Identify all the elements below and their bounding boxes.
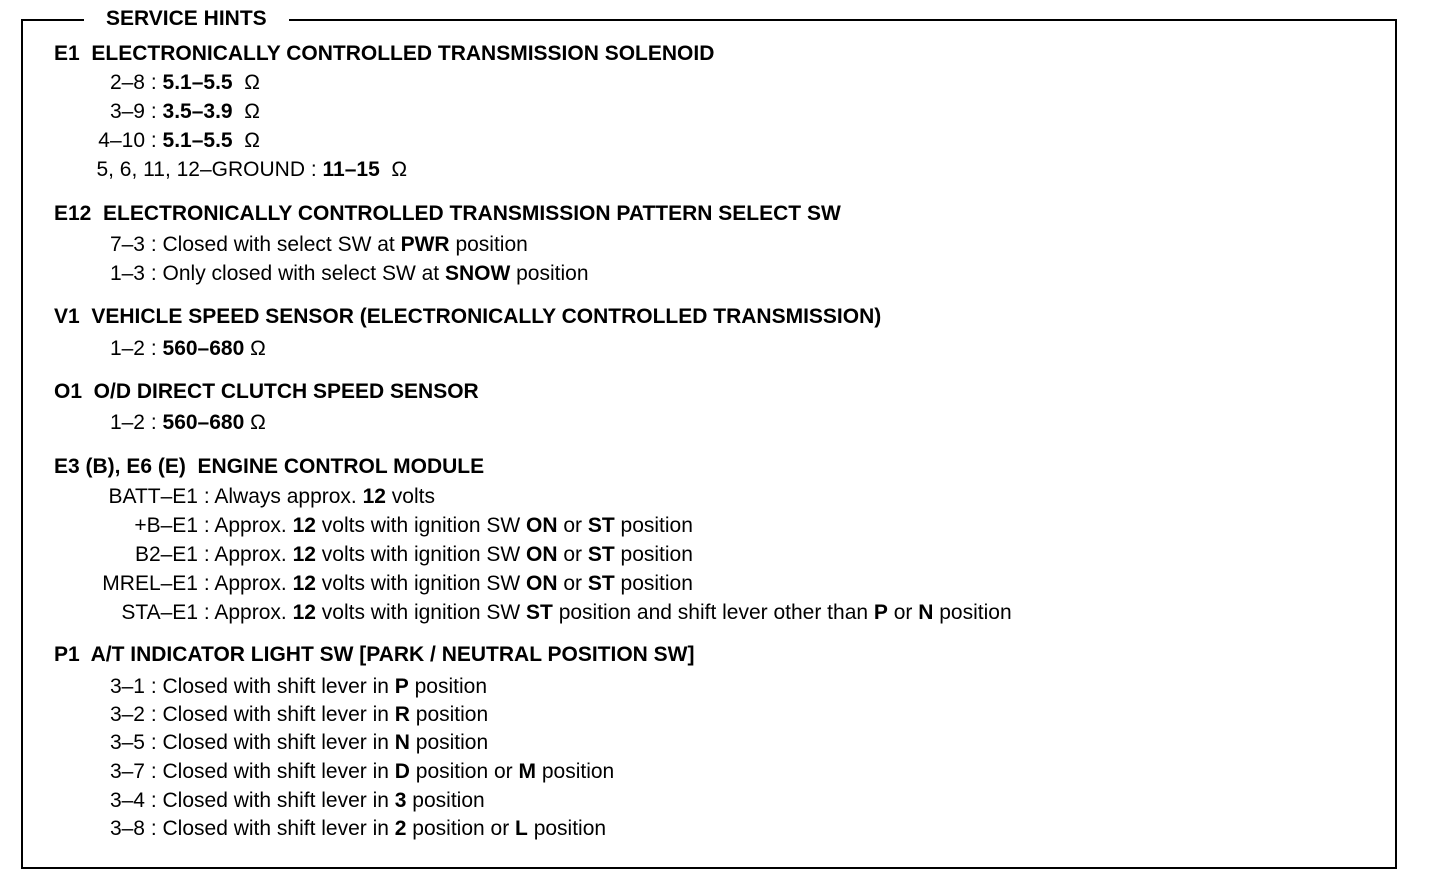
spec-line [0, 703, 488, 727]
spec-value-bold: ST [587, 514, 615, 537]
section-heading: E3 (B), E6 (E) ENGINE CONTROL MODULE [54, 455, 485, 478]
separator: : [145, 703, 163, 726]
page-title: SERVICE HINTS [84, 7, 289, 31]
spec-text: Approx. [214, 543, 293, 566]
pin-label: B2–E1 [134, 543, 198, 566]
spec-line [0, 675, 487, 699]
spec-line [0, 543, 693, 567]
spec-value-bold: 11–15 [322, 158, 380, 181]
spec-text: position [409, 731, 489, 754]
spec-text: Closed with shift lever in [162, 731, 395, 754]
spec-text: position [449, 233, 528, 256]
spec-line [0, 158, 407, 182]
spec-value-bold: 5.1–5.5 [162, 129, 233, 152]
spec-line [0, 233, 528, 257]
spec-text: position [614, 543, 693, 566]
spec-value-bold: 560–680 [162, 337, 245, 360]
spec-text: Ω [232, 100, 260, 123]
spec-text: Closed with shift lever in [162, 789, 395, 812]
spec-text: or [557, 543, 588, 566]
spec-text: Ω [232, 71, 260, 94]
spec-text: or [557, 514, 588, 537]
separator: : [145, 100, 163, 123]
spec-text: position [614, 514, 693, 537]
separator: : [145, 675, 163, 698]
spec-text: Closed with select SW at [162, 233, 401, 256]
pin-label: 2–8 [109, 71, 145, 94]
spec-text: Ω [379, 158, 408, 181]
separator: : [145, 233, 163, 256]
spec-value-bold: 2 [394, 817, 407, 840]
spec-text: volts [385, 485, 435, 508]
pin-label: 4–10 [98, 129, 145, 152]
spec-value-bold: 5.1–5.5 [162, 71, 233, 94]
spec-value-bold: ST [587, 543, 615, 566]
spec-value-bold: ON [526, 514, 558, 537]
spec-text: position or [409, 760, 519, 783]
pin-label: 3–7 [109, 760, 145, 783]
spec-line [0, 71, 260, 95]
spec-text: or [557, 572, 588, 595]
section-heading: V1 VEHICLE SPEED SENSOR (ELECTRONICALLY CONTROLLED TRANSMISSION) [54, 305, 882, 328]
spec-text: Closed with shift lever in [162, 675, 395, 698]
spec-text: Approx. [214, 601, 293, 624]
spec-text: position [406, 789, 485, 812]
spec-value-bold: ST [526, 601, 553, 624]
spec-value-bold: 12 [292, 543, 316, 566]
section-heading: O1 O/D DIRECT CLUTCH SPEED SENSOR [54, 380, 479, 403]
spec-value-bold: P [873, 601, 888, 624]
pin-label: 1–2 [109, 411, 145, 434]
spec-value-bold: 12 [292, 601, 316, 624]
spec-value-bold: 12 [362, 485, 386, 508]
spec-value-bold: SNOW [444, 262, 511, 285]
separator: : [198, 601, 215, 624]
separator: : [145, 760, 163, 783]
spec-text: volts with ignition SW [315, 572, 527, 595]
spec-value-bold: R [394, 703, 410, 726]
spec-value-bold: M [518, 760, 537, 783]
spec-line [0, 129, 260, 153]
spec-line [0, 514, 693, 538]
spec-text: position and shift lever other than [552, 601, 874, 624]
spec-line [0, 817, 606, 841]
pin-label: BATT–E1 [108, 485, 198, 508]
spec-text: position or [406, 817, 516, 840]
pin-label: +B–E1 [134, 514, 198, 537]
separator: : [145, 411, 163, 434]
pin-label: 5, 6, 11, 12–GROUND [96, 158, 305, 181]
spec-line [0, 572, 693, 596]
pin-label: 3–8 [109, 817, 145, 840]
pin-label: STA–E1 [121, 601, 198, 624]
pin-label: 3–9 [109, 100, 145, 123]
spec-line [0, 411, 266, 435]
spec-value-bold: PWR [400, 233, 450, 256]
spec-text: Ω [244, 337, 266, 360]
section-heading: E1 ELECTRONICALLY CONTROLLED TRANSMISSION SOLENOID [54, 42, 715, 65]
spec-value-bold: ON [526, 543, 558, 566]
spec-text: Only closed with select SW at [162, 262, 445, 285]
separator: : [198, 514, 215, 537]
spec-text: volts with ignition SW [315, 543, 527, 566]
spec-line [0, 337, 266, 361]
spec-line [0, 485, 435, 509]
spec-text: Closed with shift lever in [162, 703, 395, 726]
spec-line [0, 731, 488, 755]
spec-text: volts with ignition SW [315, 514, 527, 537]
spec-text: volts with ignition SW [315, 601, 527, 624]
spec-line [0, 262, 589, 286]
spec-value-bold: 3.5–3.9 [162, 100, 233, 123]
section-heading: E12 ELECTRONICALLY CONTROLLED TRANSMISSION PATTERN SELECT SW [54, 202, 841, 225]
spec-value-bold: P [394, 675, 409, 698]
separator: : [145, 337, 163, 360]
spec-value-bold: 12 [292, 514, 316, 537]
section-heading: P1 A/T INDICATOR LIGHT SW [PARK / NEUTRAL POSITION SW] [54, 643, 695, 666]
spec-value-bold: 12 [292, 572, 316, 595]
spec-text: Approx. [214, 572, 293, 595]
spec-text: Ω [232, 129, 260, 152]
spec-text: Closed with shift lever in [162, 817, 395, 840]
spec-text: position [527, 817, 607, 840]
pin-label: 3–1 [109, 675, 145, 698]
spec-text: Always approx. [214, 485, 363, 508]
pin-label: 3–4 [109, 789, 145, 812]
spec-line [0, 100, 260, 124]
spec-text: position [510, 262, 589, 285]
pin-label: 1–2 [109, 337, 145, 360]
pin-label: 1–3 [109, 262, 145, 285]
spec-text: Ω [244, 411, 266, 434]
spec-value-bold: 560–680 [162, 411, 245, 434]
spec-value-bold: 3 [394, 789, 407, 812]
separator: : [145, 129, 163, 152]
separator: : [145, 731, 163, 754]
spec-line [0, 789, 485, 813]
pin-label: 3–2 [109, 703, 145, 726]
pin-label: 7–3 [109, 233, 145, 256]
spec-text: position [933, 601, 1012, 624]
spec-value-bold: N [918, 601, 934, 624]
spec-text: Closed with shift lever in [162, 760, 395, 783]
spec-value-bold: N [394, 731, 410, 754]
pin-label: MREL–E1 [102, 572, 198, 595]
separator: : [145, 71, 163, 94]
spec-text: or [887, 601, 919, 624]
spec-value-bold: D [394, 760, 410, 783]
spec-text: position [408, 675, 488, 698]
spec-text: position [536, 760, 615, 783]
separator: : [198, 485, 215, 508]
separator: : [145, 789, 163, 812]
spec-text: Approx. [214, 514, 293, 537]
separator: : [145, 262, 163, 285]
spec-text: position [409, 703, 489, 726]
spec-value-bold: ON [526, 572, 558, 595]
spec-text: position [614, 572, 693, 595]
spec-line [0, 601, 1012, 625]
spec-value-bold: ST [587, 572, 615, 595]
pin-label: 3–5 [109, 731, 145, 754]
spec-value-bold: L [515, 817, 528, 840]
separator: : [145, 817, 163, 840]
spec-line [0, 760, 614, 784]
separator: : [198, 572, 215, 595]
separator: : [198, 543, 215, 566]
separator: : [305, 158, 323, 181]
